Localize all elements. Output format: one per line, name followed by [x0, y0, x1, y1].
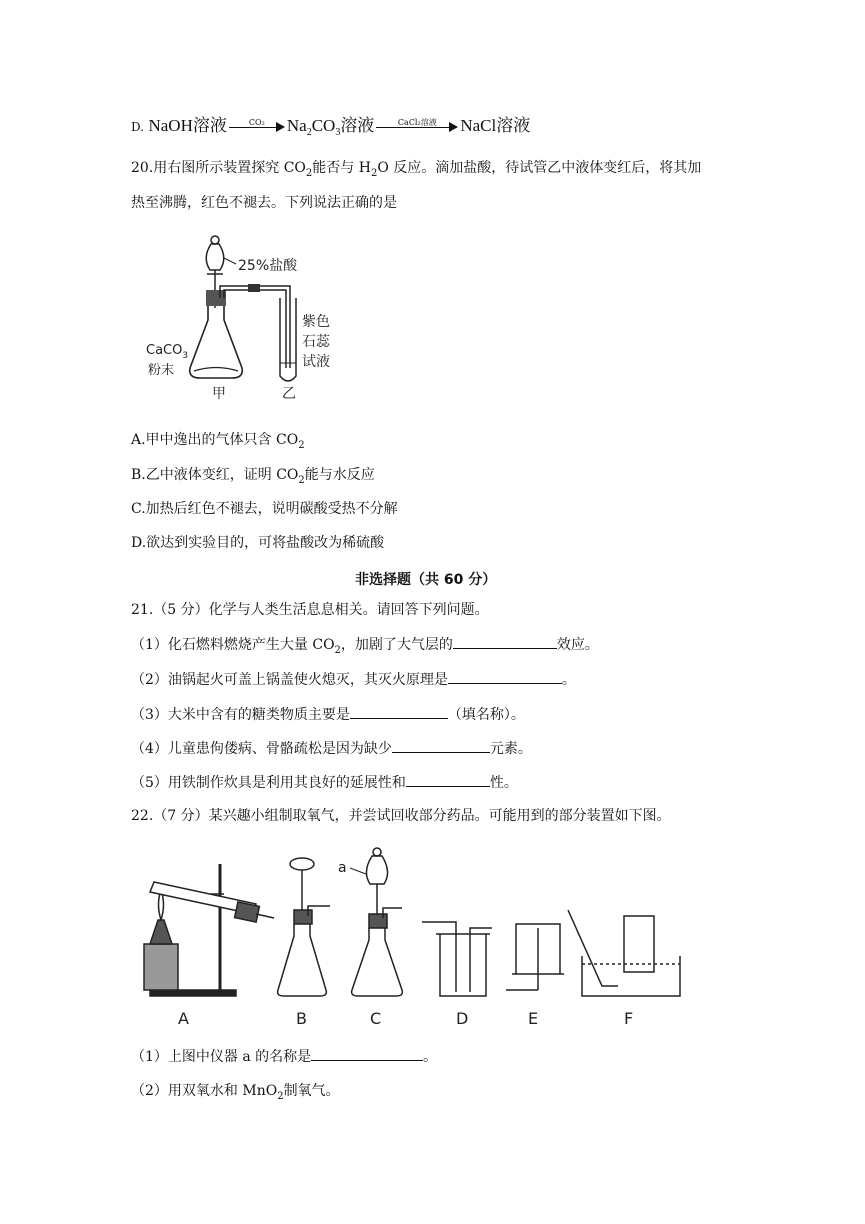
apparatus-c [352, 848, 403, 996]
apparatus-a [144, 864, 274, 996]
reaction-arrow-cacl2 [376, 119, 458, 135]
acid-label: 25%盐酸 [238, 258, 298, 274]
apparatus-d [422, 922, 492, 996]
answer-blank[interactable] [311, 1046, 423, 1061]
naoh-solution: NaOH溶液 [148, 116, 227, 135]
apparatus-f [568, 910, 680, 996]
q21-stem: 21.（5 分）化学与人类生活息息相关。请回答下列问题。 [131, 602, 489, 618]
q21-item-3: （3）大米中含有的糖类物质主要是 （填名称）。 [131, 704, 525, 725]
reaction-arrow-co2 [229, 119, 285, 135]
q20-option-b: B.乙中液体变红，证明 $CO_2$能与水反应 [131, 467, 375, 486]
test-tube [280, 298, 296, 381]
apparatus-label-f: F [624, 1009, 634, 1028]
indicator-label-2: 石蕊 [302, 334, 330, 350]
flask-label: 甲 [212, 386, 226, 402]
na2co3-solution: $Na_2CO_3$溶液 [286, 116, 375, 138]
rubber-connector [248, 284, 260, 292]
arrow-label-cacl2: CaCl₂溶液 [397, 118, 437, 127]
answer-blank[interactable] [350, 704, 448, 719]
answer-blank[interactable] [392, 738, 490, 753]
q22-item-2: （2）用双氧水和 MnO$_2$制氧气。 [131, 1083, 340, 1102]
nacl-solution: NaCl溶液 [460, 116, 531, 135]
apparatus-label-b: B [296, 1009, 307, 1028]
q20-option-a: A.甲中逸出的气体只含 $CO_2$ [131, 432, 305, 451]
q19-option-d [131, 116, 530, 139]
arrow-label-co2: CO₂ [248, 118, 265, 127]
section-heading: 非选择题（共 60 分） [355, 572, 497, 588]
indicator-label-1: 紫色 [302, 314, 330, 330]
tube-label: 乙 [282, 386, 296, 402]
apparatus-e [506, 924, 564, 990]
rubber-stopper [206, 290, 226, 306]
q22-item-1: （1）上图中仪器 a 的名称是 。 [131, 1046, 437, 1067]
apparatus-label-d: D [456, 1009, 469, 1028]
apparatus-label-a: A [178, 1009, 189, 1028]
caco3-powder [194, 368, 238, 372]
apparatus-label-c: C [370, 1009, 382, 1028]
q20-stem-line2: 热至沸腾，红色不褪去。下列说法正确的是 [131, 195, 397, 211]
q21-item-1: （1）化石燃料燃烧产生大量 $CO_2$，加剧了大气层的 效应。 [131, 634, 599, 657]
q20-apparatus-figure [140, 228, 360, 408]
answer-blank[interactable] [406, 772, 490, 787]
q20-stem: 20.用右图所示装置探究 $CO_2$能否与 $H_2O$ 反应。滴加盐酸，待试管乙中液体变红后，将其加 [131, 160, 702, 179]
q20-option-c: C.加热后红色不褪去，说明碳酸受热不分解 [131, 501, 398, 517]
q19-option-d-label: D. [131, 120, 145, 134]
q21-item-4: （4）儿童患佝偻病、骨骼疏松是因为缺少 元素。 [131, 738, 532, 759]
solid-label-powder: 粉末 [148, 363, 175, 378]
q20-option-d: D.欲达到实验目的，可将盐酸改为稀硫酸 [131, 535, 385, 551]
q22-stem: 22.（7 分）某兴趣小组制取氧气，并尝试回收部分药品。可能用到的部分装置如下图。 [131, 808, 671, 824]
apparatus-label-e: E [528, 1009, 539, 1028]
indicator-label-3: 试液 [302, 354, 330, 370]
q21-item-2: （2）油锅起火可盖上锅盖使火熄灭，其灭火原理是 。 [131, 669, 576, 690]
answer-blank[interactable] [453, 634, 557, 649]
q22-apparatus-figure [140, 844, 700, 1034]
answer-blank[interactable] [448, 669, 562, 684]
apparatus-b [278, 858, 330, 996]
q21-item-5: （5）用铁制作炊具是利用其良好的延展性和 性。 [131, 772, 518, 793]
solid-label: CaCO$_3$ [146, 343, 189, 361]
instrument-a-label: a [338, 860, 347, 876]
